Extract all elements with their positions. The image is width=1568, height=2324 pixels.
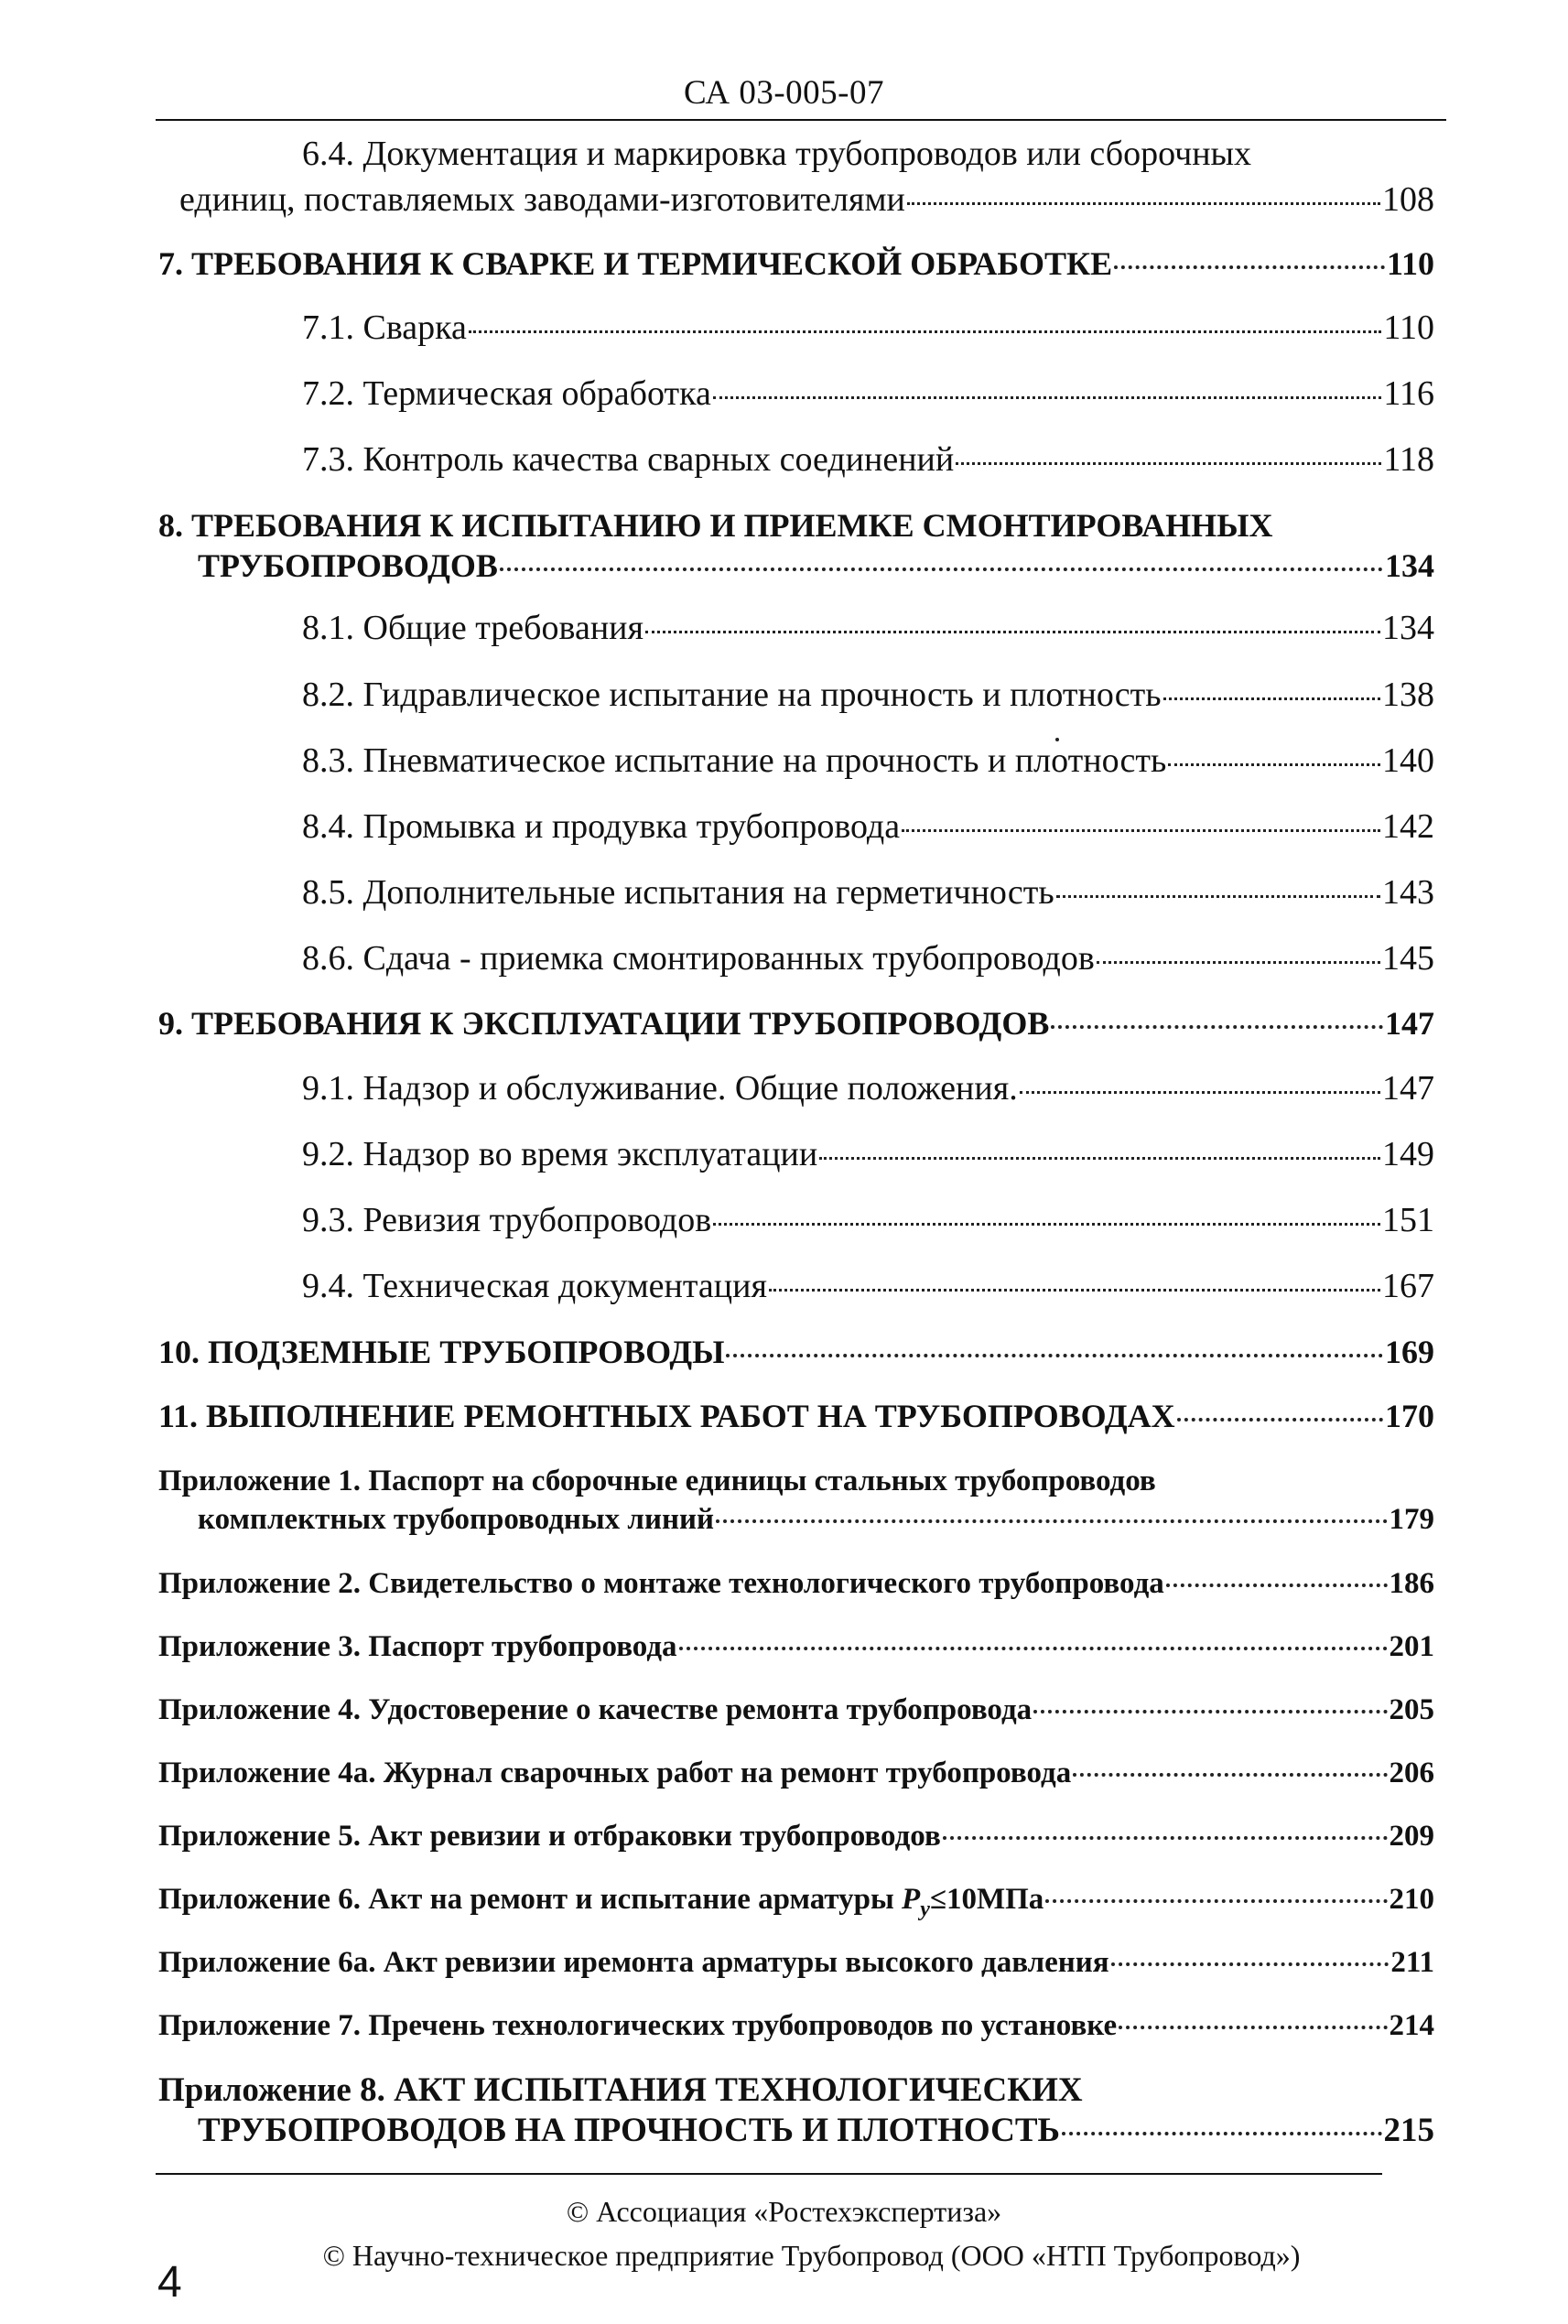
toc-entry-7[interactable]	[158, 243, 1434, 284]
toc-entry-8-5[interactable]	[302, 872, 1434, 913]
toc-entry-title: 7.3. Контроль качества сварных соединений	[302, 440, 955, 479]
toc-entry-title: Приложение 5. Акт ревизии и отбраковки трубопроводов	[158, 1820, 941, 1853]
toc-entry-11[interactable]	[158, 1396, 1434, 1436]
toc-entry-8-1[interactable]	[302, 608, 1434, 648]
toc-page-number: 209	[1389, 1820, 1434, 1853]
toc-entry-title: 7.1. Сварка	[302, 308, 467, 347]
toc-entry-9-4[interactable]	[302, 1266, 1434, 1306]
document-code: СА 03-005-07	[684, 74, 884, 112]
footer-divider	[156, 2173, 1382, 2175]
toc-page-number: 149	[1382, 1135, 1434, 1173]
toc-page-number: 206	[1389, 1757, 1434, 1789]
toc-page-number: 142	[1382, 807, 1434, 846]
toc-entry-8-6[interactable]	[302, 938, 1434, 978]
toc-entry-8-3[interactable]	[302, 740, 1434, 781]
toc-entry-title: 8.1. Общие требования	[302, 609, 643, 647]
leader-dots	[645, 630, 1380, 633]
pressure-subscript: y	[920, 1897, 930, 1921]
toc-app-4a[interactable]	[158, 1753, 1434, 1793]
toc-entry-title: Приложение 7. Пречень технологических трубопроводов по установке	[158, 2009, 1118, 2042]
leader-dots	[1111, 1962, 1390, 1966]
toc-page-number: 143	[1382, 873, 1434, 912]
toc-entry-title: ТРУБОПРОВОДОВ НА ПРОЧНОСТЬ И ПЛОТНОСТЬ	[198, 2112, 1060, 2149]
toc-entry-title: 7.2. Термическая обработка	[302, 374, 711, 413]
leader-dots	[769, 1288, 1380, 1292]
leader-dots	[1020, 1090, 1380, 1094]
toc-entry-title: Приложение 3. Паспорт трубопровода	[158, 1630, 677, 1663]
leader-dots	[1119, 2025, 1387, 2029]
toc-page-number: 116	[1383, 374, 1434, 413]
toc-page-number: 138	[1382, 676, 1434, 714]
footer-copyright-company: © Научно-техническое предприятие Трубопровод (ООО «НТП Трубопровод»)	[322, 2239, 1301, 2272]
toc-entry-title: 8.3. Пневматическое испытание на прочность и плотность	[302, 741, 1167, 780]
leader-dots	[956, 461, 1381, 465]
toc-entry-title: 9. ТРЕБОВАНИЯ К ЭКСПЛУАТАЦИИ ТРУБОПРОВОДОВ	[158, 1005, 1050, 1042]
leader-dots	[1097, 960, 1380, 964]
toc-page-number: 211	[1390, 1946, 1434, 1979]
toc-entry-title: 8.6. Сдача - приемка смонтированных трубопроводов	[302, 939, 1095, 978]
toc-entry-title: 9.3. Ревизия трубопроводов	[302, 1201, 712, 1239]
pressure-symbol: P	[902, 1883, 921, 1916]
toc-app-1-line1: Приложение 1. Паспорт на сборочные единицы стальных трубопроводов	[158, 1465, 1156, 1497]
toc-entry-title: 8.4. Промывка и продувка трубопровода	[302, 807, 901, 846]
toc-entry-title: 8.5. Дополнительные испытания на герметичность	[302, 873, 1054, 912]
toc-app-6a[interactable]	[158, 1942, 1434, 1983]
toc-app-8-line1	[158, 2070, 1083, 2112]
toc-page-number: 147	[1385, 1005, 1434, 1042]
leader-dots	[679, 1646, 1388, 1650]
toc-page-number: 167	[1382, 1267, 1434, 1305]
toc-app-3[interactable]	[158, 1627, 1434, 1667]
toc-page-number: 214	[1389, 2009, 1434, 2042]
toc-page-number: 110	[1386, 245, 1434, 282]
toc-entry-title: Приложение 6а. Акт ревизии иремонта арматуры высокого давления	[158, 1946, 1109, 1979]
toc-app-8[interactable]	[198, 2111, 1434, 2151]
toc-app-1[interactable]	[198, 1499, 1434, 1540]
footer-copyright-association: © Ассоциация «Ростехэкспертиза»	[566, 2195, 1002, 2228]
toc-entry-title: Приложение 4а. Журнал сварочных работ на ремонт трубопровода	[158, 1757, 1072, 1789]
toc-page-number: 170	[1385, 1398, 1434, 1434]
toc-app-4[interactable]	[158, 1690, 1434, 1730]
leader-dots	[1051, 1024, 1383, 1029]
toc-page-number: 134	[1385, 547, 1434, 584]
leader-dots	[1168, 762, 1380, 766]
toc-entry-9[interactable]	[158, 1003, 1434, 1043]
toc-page-number: 118	[1383, 440, 1434, 479]
toc-page-number: 108	[1382, 180, 1434, 219]
toc-page-number: 145	[1382, 939, 1434, 978]
toc-page-number: 215	[1383, 2112, 1434, 2149]
toc-page-number: 205	[1389, 1693, 1434, 1726]
leader-dots	[907, 201, 1380, 205]
toc-page-number: 201	[1389, 1630, 1434, 1663]
toc-app-6[interactable]	[158, 1879, 1434, 1929]
leader-dots	[1114, 265, 1385, 269]
leader-dots	[1163, 697, 1380, 700]
leader-dots	[500, 567, 1383, 571]
leader-dots	[713, 395, 1382, 399]
toc-entry-title: 10. ПОДЗЕМНЫЕ ТРУБОПРОВОДЫ	[158, 1334, 725, 1370]
leader-dots	[943, 1835, 1388, 1840]
toc-page-number: 186	[1389, 1567, 1434, 1600]
toc-app-8-line1-text: Приложение 8. АКТ ИСПЫТАНИЯ ТЕХНОЛОГИЧЕСКИХ	[158, 2071, 1083, 2109]
toc-app-2[interactable]	[158, 1563, 1434, 1604]
toc-entry-title: 11. ВЫПОЛНЕНИЕ РЕМОНТНЫХ РАБОТ НА ТРУБОПРОВОДАХ	[158, 1398, 1175, 1434]
toc-entry-6-4-line1: 6.4. Документация и маркировка трубопроводов или сборочных	[302, 135, 1252, 173]
toc-entry-title: 9.4. Техническая документация	[302, 1267, 767, 1305]
toc-entry-title: Приложение 4. Удостоверение о качестве ремонта трубопровода	[158, 1693, 1033, 1726]
toc-entry-8-2[interactable]	[302, 675, 1434, 715]
app-6-title-suffix: ≤10МПа	[929, 1883, 1044, 1916]
leader-dots	[713, 1222, 1380, 1226]
toc-entry-9-2[interactable]	[302, 1134, 1434, 1174]
toc-page-number: 151	[1382, 1201, 1434, 1239]
toc-entry-8-4[interactable]	[302, 806, 1434, 847]
page-number: 4	[157, 2258, 182, 2307]
toc-app-5[interactable]	[158, 1816, 1434, 1856]
toc-page-number: 110	[1383, 308, 1434, 347]
toc-page-number: 169	[1385, 1334, 1434, 1370]
leader-dots	[902, 828, 1380, 832]
leader-dots	[1166, 1583, 1388, 1587]
leader-dots	[1073, 1772, 1387, 1777]
toc-entry-title: 8.2. Гидравлическое испытание на прочность и плотность	[302, 676, 1162, 714]
toc-entry-title: 9.1. Надзор и обслуживание. Общие положения.	[302, 1069, 1018, 1108]
toc-entry-7-2[interactable]	[302, 373, 1434, 414]
leader-dots	[469, 330, 1382, 333]
toc-entry-10[interactable]	[158, 1332, 1434, 1372]
leader-dots	[716, 1519, 1388, 1523]
toc-entry-title: единиц, поставляемых заводами-изготовителями	[179, 180, 905, 219]
leader-dots	[1033, 1709, 1387, 1713]
leader-dots	[1045, 1898, 1387, 1903]
toc-app-7[interactable]	[158, 2005, 1434, 2046]
toc-entry-title: Приложение 2. Свидетельство о монтаже технологического трубопровода	[158, 1567, 1164, 1600]
leader-dots	[1056, 894, 1380, 898]
toc-page-number: 179	[1389, 1503, 1434, 1536]
toc-entry-title: 7. ТРЕБОВАНИЯ К СВАРКЕ И ТЕРМИЧЕСКОЙ ОБРАБОТКЕ	[158, 245, 1113, 282]
toc-page-number: 147	[1382, 1069, 1434, 1108]
toc-entry-title	[158, 1879, 1044, 1929]
toc-entry-title: 9.2. Надзор во время эксплуатации	[302, 1135, 818, 1173]
toc-entry-6-4[interactable]	[179, 179, 1434, 220]
leader-dots	[1177, 1417, 1383, 1421]
toc-entry-9-3[interactable]	[302, 1200, 1434, 1240]
toc-page-number: 134	[1382, 609, 1434, 647]
toc-entry-title: ТРУБОПРОВОДОВ	[198, 547, 498, 584]
leader-dots	[1062, 2131, 1382, 2135]
toc-entry-8-line1: 8. ТРЕБОВАНИЯ К ИСПЫТАНИЮ И ПРИЕМКЕ СМОНТИРОВАННЫХ	[158, 507, 1273, 544]
toc-entry-8[interactable]	[198, 546, 1434, 586]
toc-entry-9-1[interactable]	[302, 1068, 1434, 1108]
toc-entry-7-3[interactable]	[302, 439, 1434, 480]
leader-dots	[726, 1353, 1383, 1357]
toc-page-number: 210	[1389, 1883, 1434, 1916]
toc-page-number: 140	[1382, 741, 1434, 780]
app-6-title-prefix: Приложение 6. Акт на ремонт и испытание арматуры	[158, 1883, 903, 1916]
leader-dots	[819, 1156, 1380, 1160]
toc-entry-title: комплектных трубопроводных линий	[198, 1503, 714, 1536]
toc-entry-7-1[interactable]	[302, 308, 1434, 348]
